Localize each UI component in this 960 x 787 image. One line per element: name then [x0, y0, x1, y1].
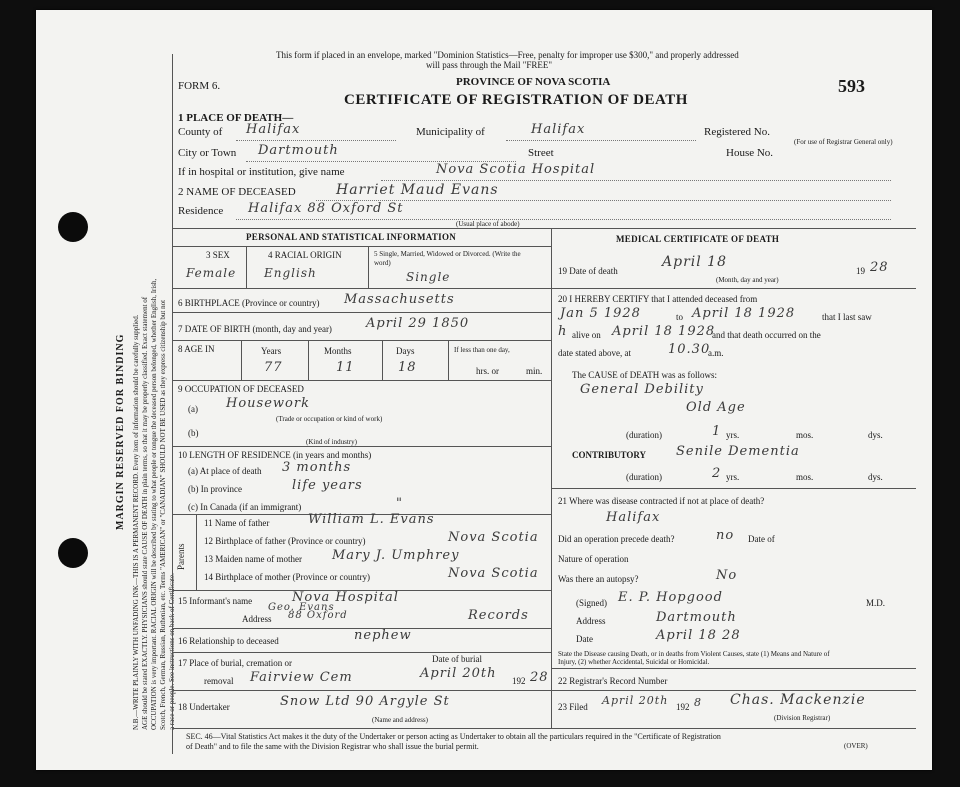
occupation-b-label: (b) — [188, 428, 199, 438]
hospital-label: If in hospital or institution, give name — [178, 166, 345, 178]
min-label: min. — [526, 366, 543, 376]
duration-label: (duration) — [626, 430, 662, 440]
duration-2-value: 2 — [712, 466, 722, 481]
mdy-note: (Month, day and year) — [716, 276, 779, 284]
undertaker-note: (Name and address) — [372, 716, 428, 724]
yrs-label: yrs. — [726, 472, 740, 482]
burial-date-value: April 20th — [420, 666, 497, 681]
contracted-value: Halifax — [606, 510, 661, 525]
sex-value: Female — [186, 266, 237, 280]
street-label: Street — [528, 147, 554, 159]
attend-from-value: Jan 5 1928 — [560, 306, 641, 321]
removal-label: removal — [204, 676, 234, 686]
undertaker-label: 18 Undertaker — [178, 702, 230, 712]
death-date-label: 19 Date of death — [558, 266, 618, 276]
margin-instruction: OCCUPATION is very important. RACIAL ORIGIN will be described by stating to what people or tongue the deceased person belonged, whether English, Irish, — [150, 278, 158, 730]
house-no-label: House No. — [726, 147, 774, 159]
months-label: Months — [324, 346, 352, 356]
father-birthplace-label: 12 Birthplace of father (Province or country) — [204, 536, 366, 546]
contributory-label: CONTRIBUTORY — [572, 450, 647, 460]
footer-over: (OVER) — [844, 742, 868, 750]
occupation-value: Housework — [226, 396, 310, 411]
mos-label: mos. — [796, 430, 814, 440]
alive-on-value: April 18 1928 — [612, 324, 716, 339]
form-number: FORM 6. — [178, 80, 221, 92]
racial-origin-value: English — [264, 266, 317, 280]
state-note-2: Injury, (2) whether Accidental, Suicidal or Homicidal. — [558, 658, 710, 666]
dob-label: 7 DATE OF BIRTH (month, day and year) — [178, 324, 332, 334]
mother-birthplace-label: 14 Birthplace of mother (Province or country) — [204, 572, 370, 582]
filed-year-value: 8 — [694, 696, 702, 709]
informant-alt-value: Geo. Evans — [268, 602, 335, 613]
cause-1-value: General Debility — [580, 382, 704, 397]
racial-origin-label: 4 RACIAL ORIGIN — [268, 250, 342, 260]
punch-hole — [58, 538, 88, 568]
nature-label: Nature of operation — [558, 554, 629, 564]
at-place-label: (a) At place of death — [188, 466, 262, 476]
registrar-record-label: 22 Registrar's Record Number — [558, 676, 668, 686]
operation-label: Did an operation precede death? — [558, 534, 675, 544]
time-value: 10.30 — [668, 342, 711, 357]
municipality-value: Halifax — [531, 122, 586, 137]
footer-line-1: SEC. 46—Vital Statistics Act makes it the duty of the Undertaker or person acting as Undertaker to obtain all the particulars required in the "Certificate of Registration — [186, 732, 721, 741]
dys-label: dys. — [868, 472, 883, 482]
place-of-death-heading: 1 PLACE OF DEATH— — [178, 112, 294, 124]
medical-heading: MEDICAL CERTIFICATE OF DEATH — [616, 234, 780, 244]
mail-notice: This form if placed in an envelope, marked "Dominion Statistics—Free, penalty for improper use $300," and properly addressed — [276, 50, 739, 60]
division-registrar-note: (Division Registrar) — [774, 714, 831, 722]
trade-note: (Trade or occupation or kind of work) — [276, 415, 383, 423]
margin-instruction: N.B.—WRITE PLAINLY WITH UNFADING INK—THIS IS A PERMANENT RECORD. Every item of information should be carefully supplied. — [132, 314, 140, 730]
form-bottom-border — [172, 728, 916, 729]
filed-date-value: April 20th — [602, 694, 669, 707]
personal-info-heading: PERSONAL AND STATISTICAL INFORMATION — [246, 232, 457, 242]
death-date-value: April 18 — [662, 254, 727, 270]
hospital-value: Nova Scotia Hospital — [436, 162, 596, 177]
father-value: William L. Evans — [308, 512, 435, 527]
birthplace-value: Massachusetts — [344, 292, 455, 307]
alive-prefix: h — [558, 324, 568, 339]
residence-value: Halifax 88 Oxford St — [248, 201, 404, 216]
contracted-label: 21 Where was disease contracted if not at place of death? — [558, 496, 765, 506]
date-of-label: Date of — [748, 534, 775, 544]
contributory-value: Senile Dementia — [676, 444, 800, 459]
margin-instruction: Scotch, French, German, Russian, Ruthenian, etc. Terms "AMERICAN" or "CANADIAN" SHOULD NOT BE USED as they express citizenship but not — [159, 299, 167, 730]
informant-value: Nova Hospital — [292, 590, 399, 605]
signed-label: (Signed) — [576, 598, 607, 608]
mos-label: mos. — [796, 472, 814, 482]
md-label: M.D. — [866, 598, 886, 608]
burial-place-value: Fairview Cem — [250, 670, 353, 685]
footer-line-2: of Death" and to file the same with the Division Registrar who shall issue the burial permit. — [186, 742, 479, 751]
alive-on-label: alive on — [572, 330, 601, 340]
age-label: 8 AGE IN — [178, 344, 215, 354]
certificate-paper — [36, 10, 932, 770]
burial-year-prefix: 192 — [512, 676, 526, 686]
relationship-value: nephew — [354, 628, 412, 643]
margin-binding-label: MARGIN RESERVED FOR BINDING — [115, 333, 126, 530]
burial-label: 17 Place of burial, cremation or — [178, 658, 292, 668]
deceased-name-label: 2 NAME OF DECEASED — [178, 186, 296, 198]
years-label: Years — [261, 346, 282, 356]
days-label: Days — [396, 346, 415, 356]
operation-value: no — [716, 528, 735, 543]
page-title: CERTIFICATE OF REGISTRATION OF DEATH — [344, 92, 688, 108]
cause-label: The CAUSE of DEATH was as follows: — [572, 370, 717, 380]
father-birthplace-value: Nova Scotia — [448, 530, 539, 545]
occupation-a-label: (a) — [188, 404, 198, 414]
duration-1-value: 1 — [712, 424, 722, 439]
at-place-value: 3 months — [282, 460, 352, 475]
autopsy-label: Was there an autopsy? — [558, 574, 639, 584]
residence-length-label: 10 LENGTH OF RESIDENCE (in years and months) — [178, 450, 372, 460]
section-divider — [172, 228, 916, 229]
margin-instruction: AGE should be stated EXACTLY. PHYSICIANS should state CAUSE OF DEATH in plain terms, so that it may be properly classified. Exact statement of — [141, 296, 149, 730]
informant-label: 15 Informant's name — [178, 596, 253, 606]
med-date-label: Date — [576, 634, 593, 644]
registered-no-label: Registered No. — [704, 126, 770, 138]
mother-value: Mary J. Umphrey — [332, 548, 460, 563]
filed-label: 23 Filed — [558, 702, 588, 712]
yrs-label: yrs. — [726, 430, 740, 440]
city-label: City or Town — [178, 147, 237, 159]
birthplace-label: 6 BIRTHPLACE (Province or country) — [178, 298, 320, 308]
med-date-value: April 18 28 — [656, 628, 741, 643]
certify-label: 20 I HEREBY CERTIFY that I attended deceased from — [558, 294, 758, 304]
death-occurred-label: and that death occurred on the — [712, 330, 821, 340]
in-canada-value: " — [396, 496, 403, 511]
attend-to-value: April 18 1928 — [692, 306, 796, 321]
residence-label: Residence — [178, 205, 224, 217]
last-saw-label: that I last saw — [822, 312, 872, 322]
city-value: Dartmouth — [258, 143, 339, 158]
med-address-label: Address — [576, 616, 606, 626]
certificate-number: 593 — [838, 76, 865, 96]
informant-address-label: Address — [242, 614, 272, 624]
date-above-label: date stated above, at — [558, 348, 631, 358]
abode-note: (Usual place of abode) — [456, 220, 520, 228]
burial-year-value: 28 — [530, 670, 549, 685]
marital-label: 5 Single, Married, Widowed or Divorced. (Write the word) — [374, 250, 521, 267]
informant-address-value: 88 Oxford — [288, 610, 348, 621]
signed-value: E. P. Hopgood — [618, 590, 723, 605]
dob-value: April 29 1850 — [366, 316, 470, 331]
margin-instruction: a race or people. See instructions on back of Certificate. — [168, 573, 176, 730]
mother-birthplace-value: Nova Scotia — [448, 566, 539, 581]
sex-label: 3 SEX — [206, 250, 230, 260]
deceased-name-value: Harriet Maud Evans — [336, 182, 499, 198]
municipality-label: Municipality of — [416, 126, 485, 138]
province-title: PROVINCE OF NOVA SCOTIA — [456, 76, 611, 88]
time-suffix: a.m. — [708, 348, 724, 358]
burial-date-label: Date of burial — [432, 654, 482, 664]
dys-label: dys. — [868, 430, 883, 440]
punch-hole — [58, 212, 88, 242]
industry-note: (Kind of industry) — [306, 438, 357, 446]
less-than-day-label: If less than one day, — [454, 346, 510, 354]
relationship-label: 16 Relationship to deceased — [178, 636, 279, 646]
duration-label: (duration) — [626, 472, 662, 482]
father-label: 11 Name of father — [204, 518, 270, 528]
mother-label: 13 Maiden name of mother — [204, 554, 302, 564]
undertaker-value: Snow Ltd 90 Argyle St — [280, 694, 450, 709]
form-left-border — [172, 54, 173, 754]
in-province-label: (b) In province — [188, 484, 242, 494]
death-year-prefix: 19 — [856, 266, 865, 276]
death-year-value: 28 — [870, 260, 889, 275]
med-address-value: Dartmouth — [656, 610, 737, 625]
autopsy-value: No — [716, 568, 738, 583]
parents-label: Parents — [176, 543, 186, 570]
form-center-divider — [551, 228, 552, 728]
registrar-note: (For use of Registrar General only) — [794, 138, 893, 146]
informant-address-alt: Records — [468, 608, 529, 623]
hrs-label: hrs. or — [476, 366, 499, 376]
state-note-1: State the Disease causing Death, or in deaths from Violent Causes, state (1) Means and Nature of — [558, 650, 830, 658]
age-days-value: 18 — [398, 360, 417, 375]
occupation-label: 9 OCCUPATION OF DECEASED — [178, 384, 304, 394]
county-value: Halifax — [246, 122, 301, 137]
mail-notice-free: will pass through the Mail "FREE" — [426, 60, 553, 70]
age-months-value: 11 — [336, 360, 355, 375]
marital-value: Single — [406, 270, 451, 284]
filed-year-prefix: 192 — [676, 702, 690, 712]
cause-2-value: Old Age — [686, 400, 746, 415]
age-years-value: 77 — [264, 360, 283, 375]
county-label: County of — [178, 126, 223, 138]
in-canada-label: (c) In Canada (if an immigrant) — [188, 502, 302, 512]
to-label: to — [676, 312, 684, 322]
registrar-signature: Chas. Mackenzie — [730, 692, 866, 708]
in-province-value: life years — [292, 478, 363, 493]
